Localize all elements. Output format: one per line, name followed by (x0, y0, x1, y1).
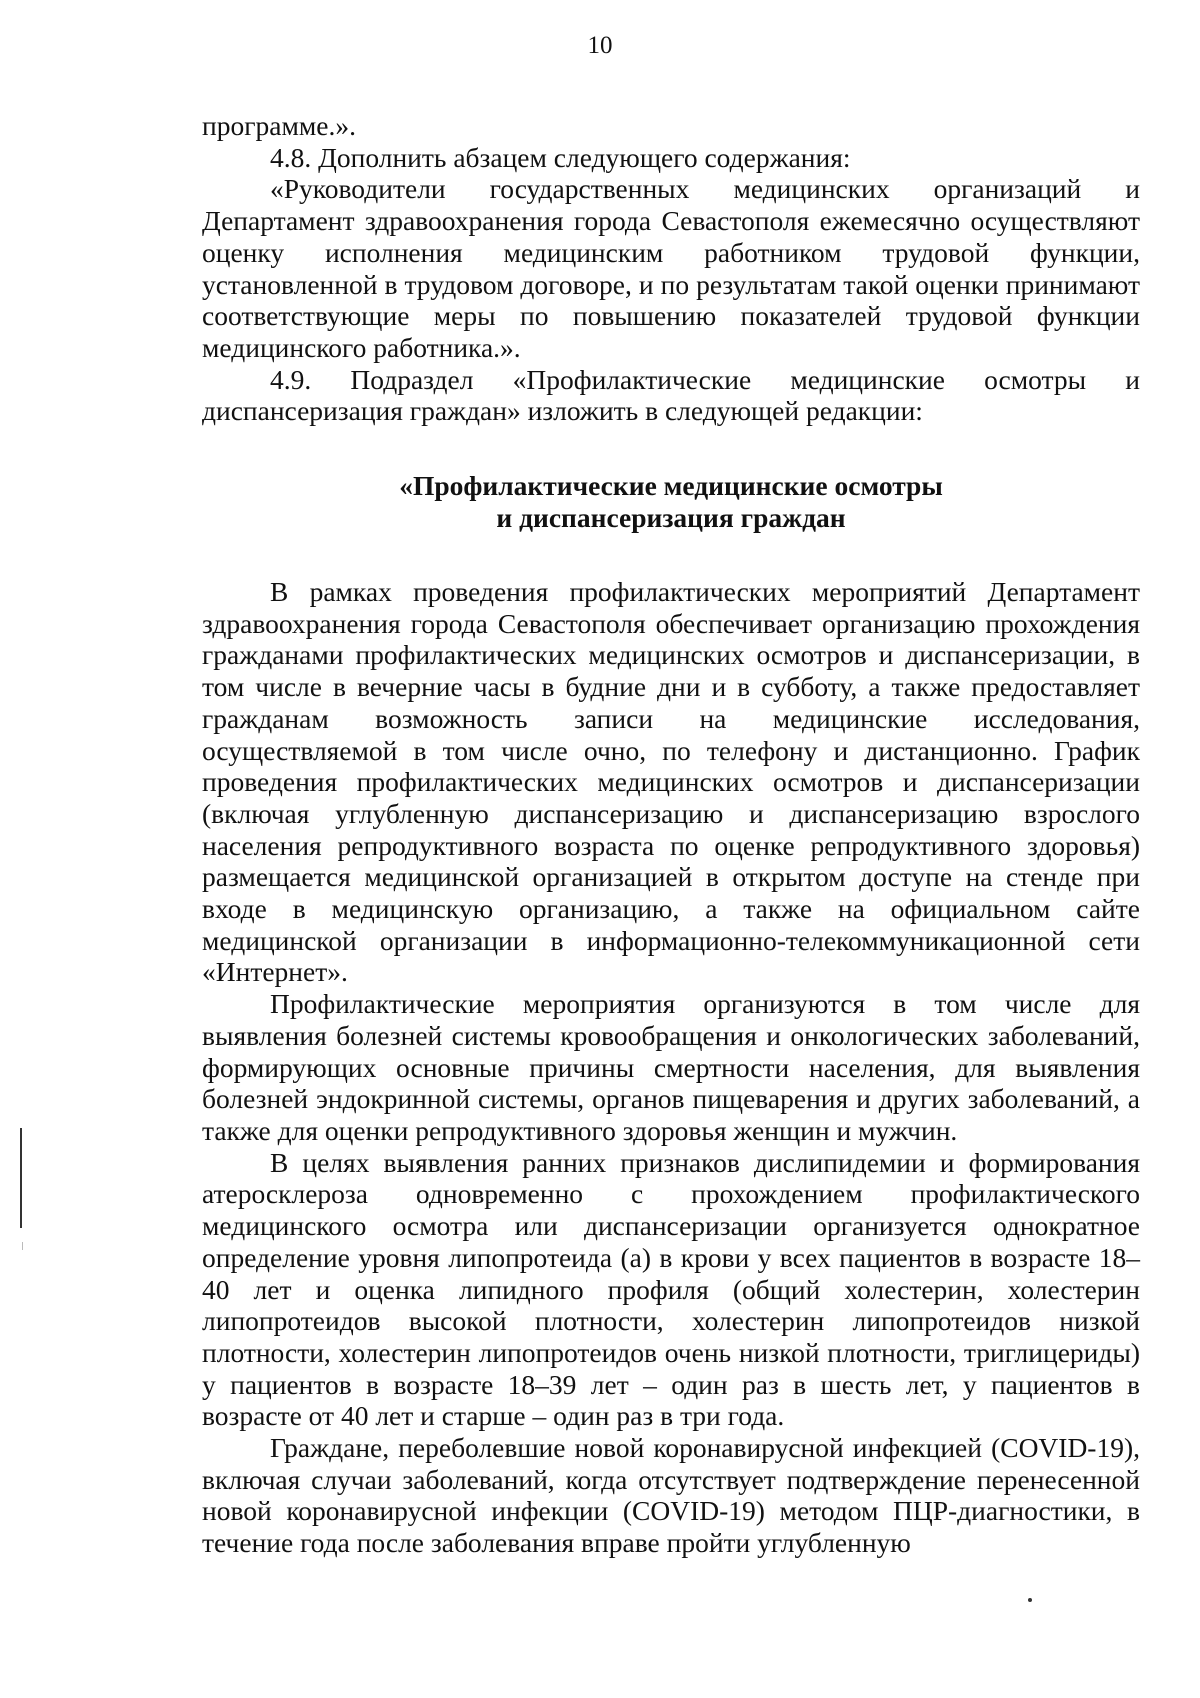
scan-dot-mark (1028, 1598, 1032, 1602)
margin-line-mark (20, 1128, 22, 1228)
paragraph-4-9: 4.9. Подраздел «Профилактические медицинские осмотры и диспансеризация граждан» изложить в следующей редакции: (202, 363, 1140, 427)
paragraph-program-end: программе.». (202, 110, 356, 141)
paragraph-managers-quote: «Руководители государственных медицинских организаций и Департамент здравоохранения города Севастополя ежемесячно осуществляют оценку исполнения медицинским работником трудовой функции, установленной в трудовом договоре, и по результатам такой оценки принимают соответствующие меры по повышению показателей трудовой функции медицинского работника.». (202, 173, 1140, 363)
paragraph-preventive-measures: В рамках проведения профилактических мероприятий Департамент здравоохранения города Севастополя обеспечивает организацию прохождения гражданами профилактических медицинских осмотров и диспансеризации, в том числе в вечерние часы в будние дни и в субботу, а также предоставляет гражданам возможность записи на медицинские исследования, осуществляемой в том числе очно, по телефону и дистанционно. График проведения профилактических медицинских осмотров и диспансеризации (включая углубленную диспансеризацию и диспансеризацию взрослого населения репродуктивного возраста по оценке репродуктивного здоровья) размещается медицинской организацией в открытом доступе на стенде при входе в медицинскую организацию, а также на официальном сайте медицинской организации в информационно-телекоммуникационной сети «Интернет». (202, 576, 1140, 988)
page-number: 10 (587, 32, 613, 59)
paragraph-4-8: 4.8. Дополнить абзацем следующего содержания: (270, 141, 851, 173)
paragraph-dyslipidemia: В целях выявления ранних признаков дислипидемии и формирования атеросклероза одновременно с прохождением профилактического медицинского осмотра или диспансеризации организуется однократное определение уровня липопротеида (а) в крови у всех пациентов в возрасте 18–40 лет и оценка липидного профиля (общий холестерин, холестерин липопротеидов высокой плотности, холестерин липопротеидов низкой плотности, холестерин липопротеидов очень низкой плотности, триглицериды) у пациентов в возрасте 18–39 лет – один раз в шесть лет, у пациентов в возрасте от 40 лет и старше – один раз в три года. (202, 1146, 1140, 1432)
section-heading (202, 470, 1140, 533)
margin-dot-mark (22, 1242, 23, 1250)
section-heading-line-2: и диспансеризация граждан (496, 501, 846, 533)
paragraph-preventive-goals: Профилактические мероприятия организуются в том числе для выявления болезней системы кровообращения и онкологических заболеваний, формирующих основные причины смертности населения, для выявления болезней эндокринной системы, органов пищеварения и других заболеваний, а также для оценки репродуктивного здоровья женщин и мужчин. (202, 988, 1140, 1146)
section-heading-line-1: «Профилактические медицинские осмотры (399, 470, 943, 502)
paragraph-covid: Граждане, переболевшие новой коронавирусной инфекцией (COVID-19), включая случаи заболеваний, когда отсутствует подтверждение перенесенной новой коронавирусной инфекции (COVID-19) методом ПЦР-диагностики, в течение года после заболевания вправе пройти углубленную (202, 1432, 1140, 1559)
document-body (202, 110, 1140, 1559)
